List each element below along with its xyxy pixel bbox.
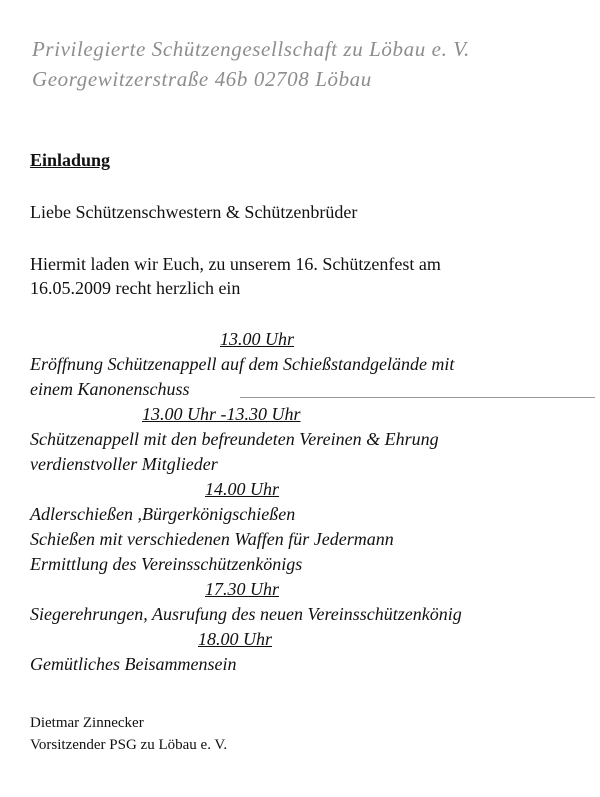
schedule-text: Schießen mit verschiedenen Waffen für Jedermann — [30, 529, 394, 549]
intro-line: 16.05.2009 recht herzlich ein — [30, 278, 241, 298]
intro-paragraph — [30, 252, 441, 300]
schedule-time: 13.00 Uhr — [220, 329, 295, 349]
schedule-time: 13.00 Uhr -13.30 Uhr — [142, 404, 301, 424]
letterhead-address: Georgewitzerstraße 46b 02708 Löbau — [32, 67, 372, 91]
schedule-text: Eröffnung Schützenappell auf dem Schießstandgelände mit — [30, 354, 455, 374]
signature-name: Dietmar Zinnecker — [30, 715, 144, 731]
signature-role: Vorsitzender PSG zu Löbau e. V. — [30, 737, 228, 753]
schedule-time: 17.30 Uhr — [205, 579, 280, 599]
letterhead-organization: Privilegierte Schützengesellschaft zu Löbau e. V. — [32, 37, 470, 61]
schedule-time: 14.00 Uhr — [205, 479, 280, 499]
letter-title: Einladung — [30, 150, 111, 170]
schedule-text: Schützenappell mit den befreundeten Vereinen & Ehrung — [30, 429, 439, 449]
schedule-text: verdienstvoller Mitglieder — [30, 454, 218, 474]
letterhead — [32, 34, 470, 94]
schedule-text: einem Kanonenschuss — [30, 379, 190, 399]
signature-block — [30, 712, 227, 756]
greeting: Liebe Schützenschwestern & Schützenbrüder — [30, 202, 358, 222]
schedule-time: 18.00 Uhr — [198, 629, 273, 649]
intro-line: Hiermit laden wir Euch, zu unserem 16. Schützenfest am — [30, 254, 441, 274]
schedule-text: Ermittlung des Vereinsschützenkönigs — [30, 554, 303, 574]
schedule-text: Gemütliches Beisammensein — [30, 654, 237, 674]
schedule — [30, 327, 590, 677]
schedule-text: Siegerehrungen, Ausrufung des neuen Vereinsschützenkönig — [30, 604, 462, 624]
schedule-text: Adlerschießen ,Bürgerkönigschießen — [30, 504, 296, 524]
